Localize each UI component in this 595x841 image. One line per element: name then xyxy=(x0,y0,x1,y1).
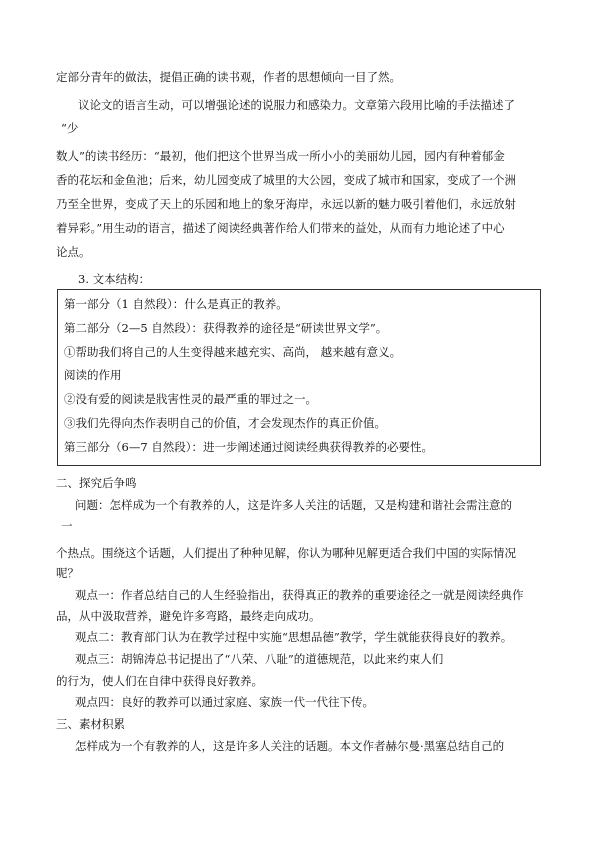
section2-line: 问题：怎样成为一个有教养的人，这是许多人关注的话题，又是构建和谐社会需注意的 xyxy=(75,498,512,512)
section2-line: 观点二：教育部门认为在教学过程中实施“思想品德”教学，学生就能获得良好的教养。 xyxy=(75,630,513,644)
paragraph-line: 论点。 xyxy=(56,245,91,259)
paragraph-line: 着异彩。”用生动的语言，描述了阅读经典著作给人们带来的益处，从而有力地论述了中心 xyxy=(56,221,505,235)
box-line: ③我们先得向杰作表明自己的价值，才会发现杰作的真正价值。 xyxy=(64,416,386,430)
section2-line: 的行为，使人们在自律中获得良好教养。 xyxy=(56,674,263,688)
paragraph-line: 议论文的语言生动，可以增强论述的说服力和感染力。文章第六段用比喻的手法描述了 xyxy=(78,98,515,112)
structure-box xyxy=(57,289,541,466)
section2-line: 呢？ xyxy=(56,566,79,580)
box-line: ②没有爱的阅读是戕害性灵的最严重的罪过之一。 xyxy=(64,392,317,406)
section3-line: 怎样成为一个有教养的人，这是许多人关注的话题。本文作者赫尔曼·黑塞总结自己的 xyxy=(75,739,505,753)
section2-line: 观点三：胡锦涛总书记提出了“八荣、八耻”的道德规范，以此来约束人们 xyxy=(75,652,444,666)
section2-line: 观点四：良好的教养可以通过家庭、家族一代一代往下传。 xyxy=(75,695,374,709)
box-line: 阅读的作用 xyxy=(64,368,122,382)
section2-line: 一 xyxy=(61,519,73,533)
box-line: 第三部分（6—7 自然段）：进一步阐述通过阅读经典获得教养的必要性。 xyxy=(64,440,434,454)
paragraph-line: 香的花坛和金鱼池；后来，幼儿园变成了城里的大公园，变成了城市和国家，变成了一个洲 xyxy=(56,173,516,187)
section3-heading: 三、素材积累 xyxy=(56,717,125,731)
section2-line: 品，从中汲取营养，避免许多弯路，最终走向成功。 xyxy=(56,609,321,623)
paragraph-line: 乃至全世界，变成了天上的乐园和地上的象牙海岸，永远以新的魅力吸引着他们，永远放射 xyxy=(56,197,516,211)
section2-line: 观点一：作者总结自己的人生经验指出，获得真正的教养的重要途径之一就是阅读经典作 xyxy=(75,588,524,602)
box-line: 第一部分（1 自然段）：什么是真正的教养。 xyxy=(64,297,288,311)
box-line: 第二部分（2—5 自然段）：获得教养的途径是“研读世界文学”。 xyxy=(64,321,388,335)
paragraph-line: “少 xyxy=(61,121,79,135)
paragraph-line: 数人”的读书经历：“最初，他们把这个世界当成一所小小的美丽幼儿园，园内有种着郁金 xyxy=(56,149,505,163)
structure-heading: 3. 文本结构： xyxy=(78,272,151,286)
box-line: ①帮助我们将自己的人生变得越来越充实、高尚， 越来越有意义。 xyxy=(64,345,402,359)
paragraph-line: 定部分青年的做法，提倡正确的读书观，作者的思想倾向一目了然。 xyxy=(56,70,401,84)
section2-line: 个热点。围绕这个话题，人们提出了种种见解，你认为哪种见解更适合我们中国的实际情况 xyxy=(56,546,516,560)
section2-heading: 二、探究后争鸣 xyxy=(56,476,137,490)
